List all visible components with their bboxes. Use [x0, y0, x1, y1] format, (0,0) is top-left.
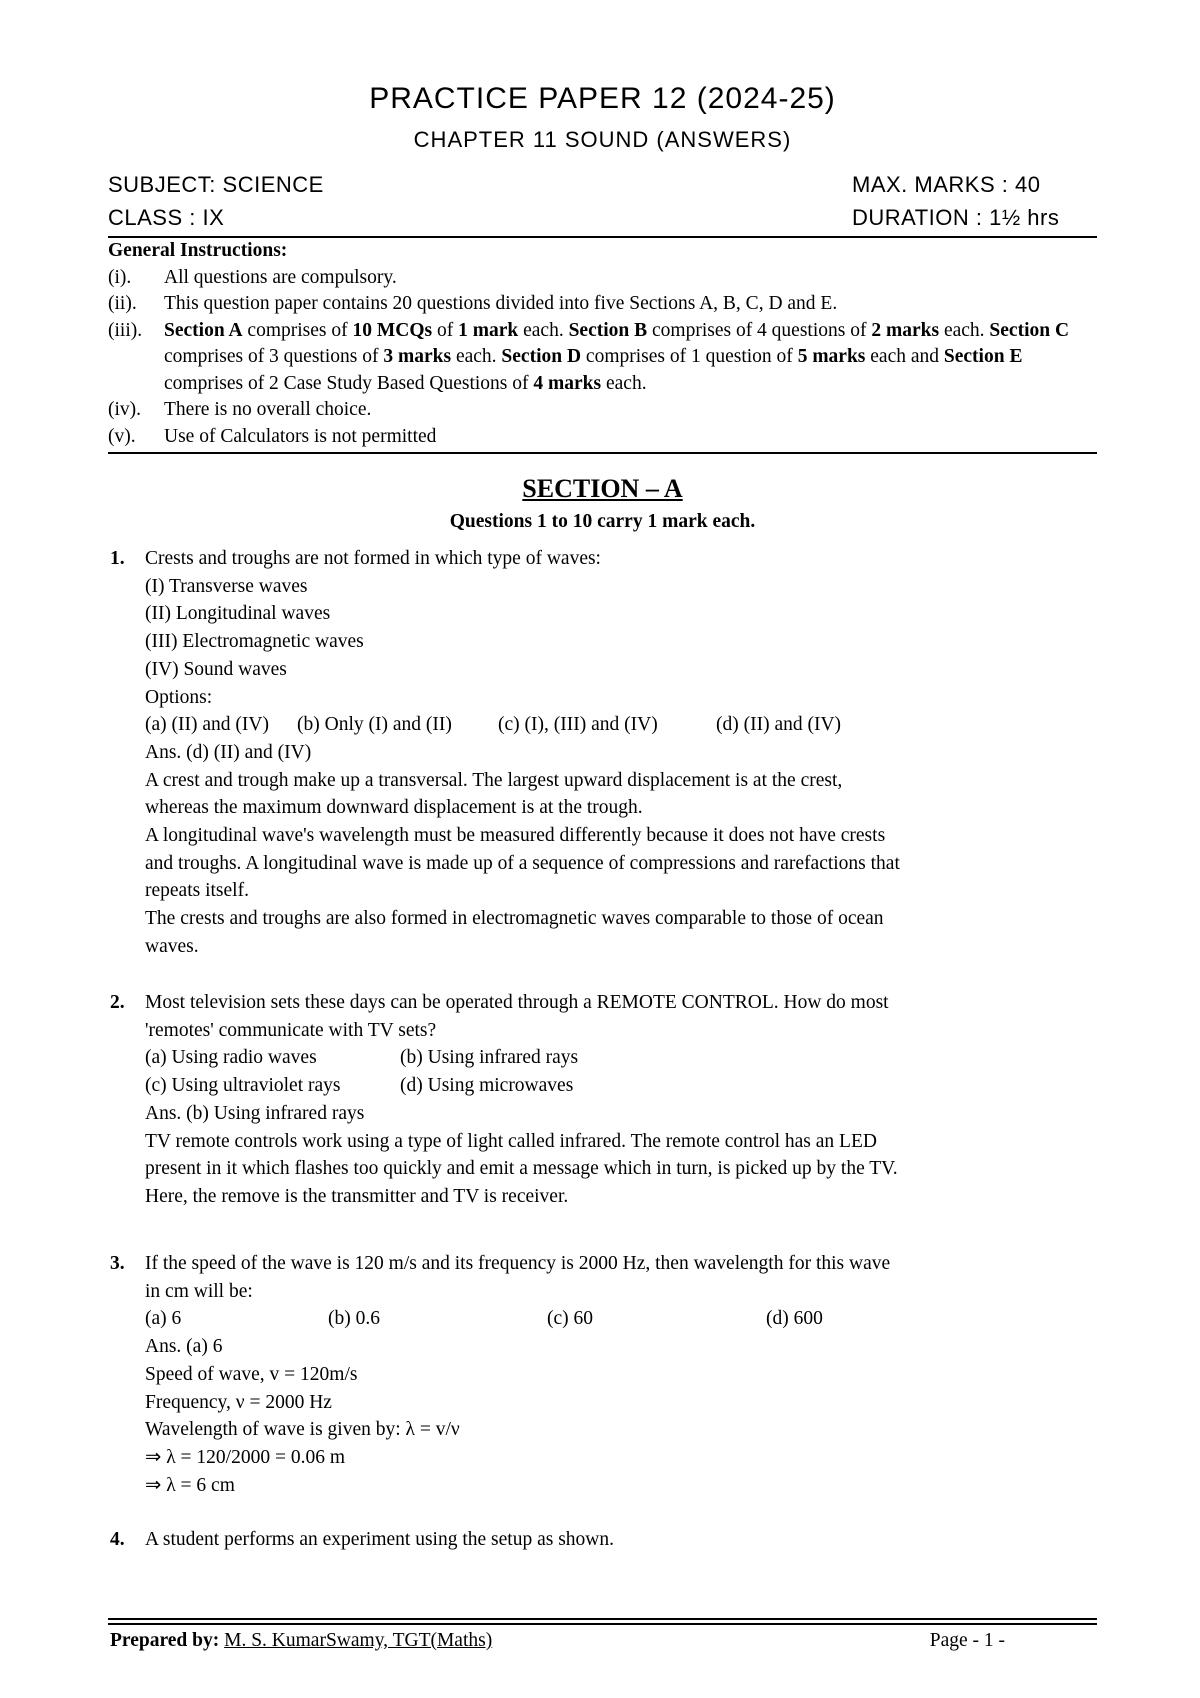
footer-divider [108, 1623, 1097, 1625]
question-number: 4. [110, 1529, 125, 1550]
instructions-list [108, 265, 1097, 451]
question-4 [108, 1526, 1097, 1554]
instruction-item: (i). All questions are compulsory. [108, 266, 397, 288]
section-title: SECTION – A [522, 474, 683, 503]
section-subtitle: Questions 1 to 10 carry 1 mark each. [449, 511, 756, 532]
question-number: 3. [110, 1253, 125, 1274]
question-line: 'remotes' communicate with TV sets? [145, 1019, 437, 1041]
answer-line: present in it which flashes too quickly and emit a message which in turn, is picked up by the TV. [145, 1158, 898, 1180]
answer-line: repeats itself. [145, 880, 249, 902]
instructions-heading: General Instructions: [108, 240, 288, 261]
option-a: (a) (II) and (IV) [145, 714, 269, 736]
question-3 [108, 1250, 1097, 1499]
option-a: (a) 6 [145, 1308, 182, 1330]
options-row [145, 1072, 1097, 1100]
document-page [108, 0, 1097, 1698]
answer-line: TV remote controls work using a type of light called infrared. The remote control has an LED [145, 1130, 877, 1152]
answer-line: ⇒ λ = 6 cm [145, 1474, 235, 1496]
question-line: Options: [145, 686, 213, 708]
answer-line: A longitudinal wave's wavelength must be measured differently because it does not have crests [145, 825, 886, 847]
option-b: (b) Using infrared rays [400, 1047, 579, 1069]
answer-line: Frequency, ν = 2000 Hz [145, 1391, 332, 1413]
option-b: (b) 0.6 [328, 1308, 380, 1330]
instruction-item: (iv). There is no overall choice. [108, 399, 372, 420]
instruction-item: (v). Use of Calculators is not permitted [108, 425, 437, 447]
max-marks-label: MAX. MARKS : 40 [852, 172, 1041, 197]
answer-line: Ans. (a) 6 [145, 1336, 223, 1358]
options-row [145, 1305, 1097, 1333]
general-instructions [108, 238, 1097, 450]
option-d: (d) (II) and (IV) [716, 714, 842, 736]
answer-line: waves. [145, 935, 199, 957]
question-number: 1. [110, 548, 125, 569]
instructions-divider [108, 452, 1097, 454]
prepared-by: Prepared by: M. S. KumarSwamy, TGT(Maths) [110, 1630, 493, 1651]
answer-line: A crest and trough make up a transversal. The largest upward displacement is at the crest, [145, 769, 843, 791]
answer-line: ⇒ λ = 120/2000 = 0.06 m [145, 1446, 345, 1468]
answer-line: Speed of wave, v = 120m/s [145, 1363, 358, 1385]
instruction-sections-text: Section A comprises of 10 MCQs of 1 mark each. Section B comprises of 4 questions of 2 marks each. Section C comprises of 3 questions of 3 marks each. Section D comprises of 1 question of 5 marks each and Section E comprises of 2 Case Study Based Questions of 4 marks each. [164, 319, 1070, 394]
instruction-item: (iii). Section A comprises of 10 MCQs of 1 mark each. Section B comprises of 4 questions of 2 marks each. Section C comprises of 3 questions of 3 marks each. Section D comprises of 1 question of 5 marks each and Section E comprises of 2 Case Study Based Questions of 4 marks each. [108, 318, 1097, 398]
answer-line: The crests and troughs are also formed in electromagnetic waves comparable to those of ocean [145, 908, 884, 930]
answer-line: Ans. (b) Using infrared rays [145, 1102, 365, 1124]
author-name: M. S. KumarSwamy, TGT(Maths) [224, 1630, 493, 1651]
answer-line: whereas the maximum downward displacement is at the trough. [145, 797, 643, 819]
question-line: If the speed of the wave is 120 m/s and its frequency is 2000 Hz, then wavelength for this wave [145, 1253, 891, 1274]
footer-divider [108, 1618, 1097, 1620]
option-d: (d) Using microwaves [400, 1075, 574, 1097]
question-line: in cm will be: [145, 1280, 253, 1302]
question-1 [108, 545, 1097, 961]
duration-label: DURATION : 1½ hrs [852, 205, 1060, 230]
page-number: Page - 1 - [929, 1630, 1005, 1651]
options-row [145, 1044, 1097, 1072]
option-a: (a) Using radio waves [145, 1047, 317, 1069]
question-line: Crests and troughs are not formed in which type of waves: [145, 548, 601, 569]
question-line: Most television sets these days can be operated through a REMOTE CONTROL. How do most [145, 992, 889, 1013]
meta-row-1 [108, 172, 1097, 198]
paper-subtitle: CHAPTER 11 SOUND (ANSWERS) [413, 127, 792, 152]
question-number: 2. [110, 992, 125, 1013]
answer-line: and troughs. A longitudinal wave is made up of a sequence of compressions and rarefactions that [145, 852, 900, 874]
option-d: (d) 600 [766, 1308, 823, 1330]
answer-line: Here, the remove is the transmitter and TV is receiver. [145, 1185, 569, 1207]
question-line: A student performs an experiment using the setup as shown. [145, 1529, 614, 1550]
question-line: (IV) Sound waves [145, 658, 287, 680]
option-b: (b) Only (I) and (II) [297, 714, 452, 736]
footer [110, 1630, 1097, 1652]
answer-line: Ans. (d) (II) and (IV) [145, 741, 312, 763]
class-label: CLASS : IX [108, 205, 225, 230]
question-line: (III) Electromagnetic waves [145, 631, 364, 653]
option-c: (c) 60 [547, 1308, 594, 1330]
question-line: (I) Transverse waves [145, 575, 308, 597]
answer-line: Wavelength of wave is given by: λ = v/ν [145, 1419, 460, 1441]
question-2 [108, 989, 1097, 1211]
options-row [145, 711, 1097, 739]
question-line: (II) Longitudinal waves [145, 603, 331, 625]
option-c: (c) Using ultraviolet rays [145, 1075, 341, 1097]
meta-row-2 [108, 205, 1097, 231]
paper-title: PRACTICE PAPER 12 (2024-25) [369, 82, 836, 115]
subject-label: SUBJECT: SCIENCE [108, 172, 324, 197]
instruction-item: (ii). This question paper contains 20 questions divided into five Sections A, B, C, D and E. [108, 293, 838, 314]
option-c: (c) (I), (III) and (IV) [498, 714, 658, 736]
